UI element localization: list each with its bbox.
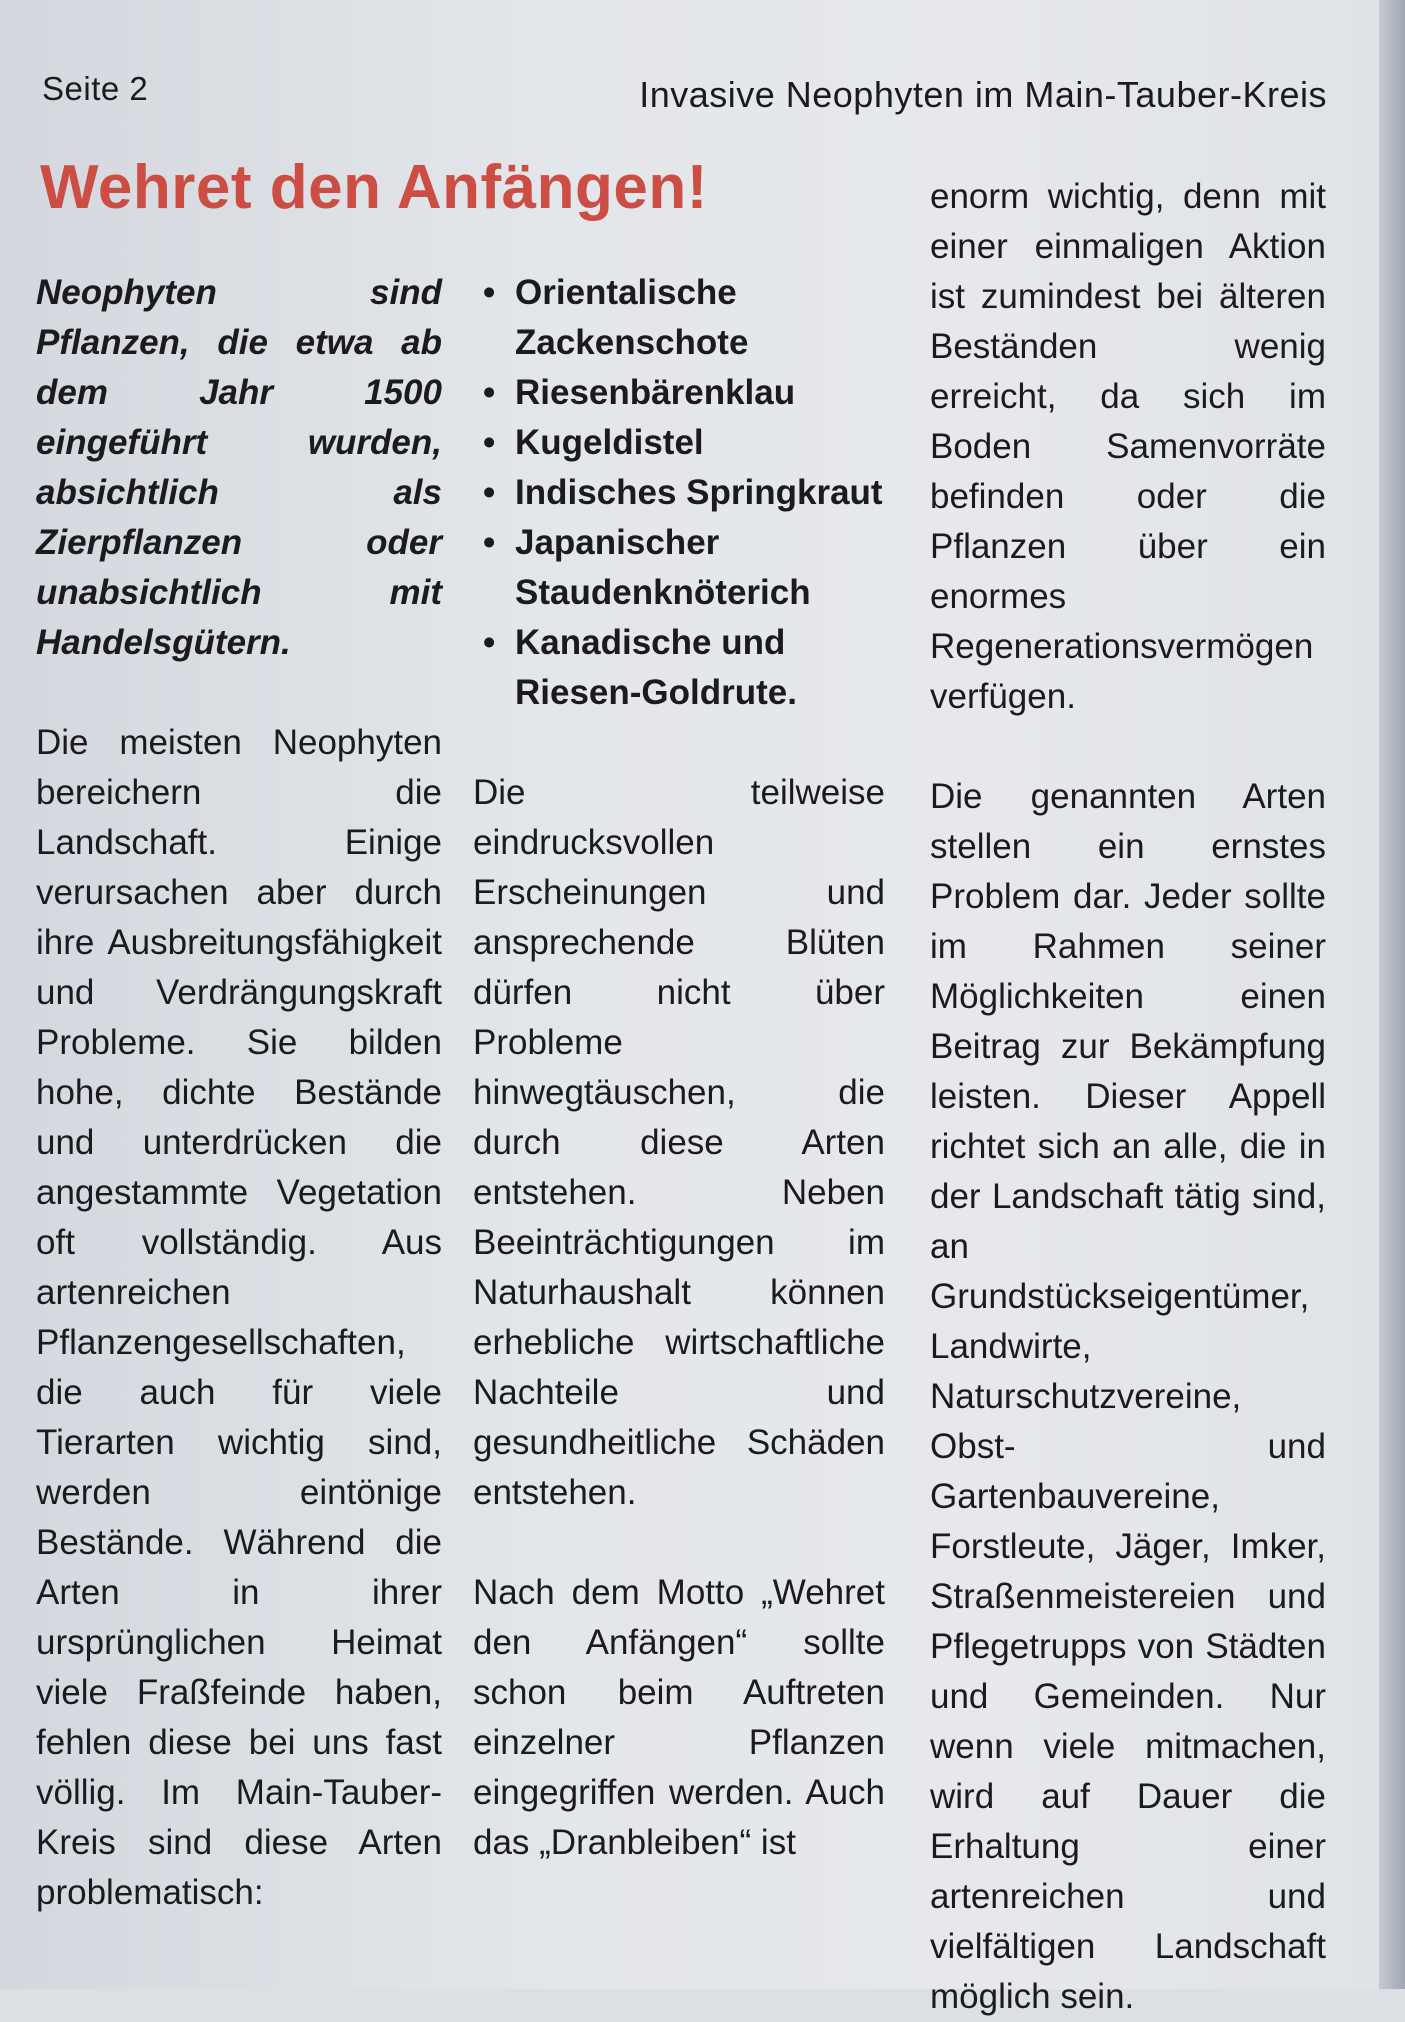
article-title: Wehret den Anfängen! [40, 153, 708, 222]
column-1 [36, 268, 442, 1918]
intro-paragraph: Die meisten Neophyten bereichern die Landschaft. Einige verursachen aber durch ihre Ausbreitungsfähigkeit und Verdrängungskraft Probleme. Sie bilden hohe, dichte Bestände und unterdrücken die angestammte Vegetation oft vollständig. Aus artenreichen Pflanzengesellschaften, die auch für viele Tierarten wichtig sind, werden eintönige Bestände. Während die Arten in ihrer ursprünglichen Heimat viele Fraßfeinde haben, fehlen diese bei uns fast völlig. Im Main-Tauber-Kreis sind diese Arten problematisch: [36, 723, 442, 1912]
list-item: • Kanadische und Riesen-Goldrute. [473, 618, 885, 718]
list-item: • Kugeldistel [473, 418, 885, 468]
appearance-paragraph: Die teilweise eindrucksvollen Erscheinungen und ansprechende Blüten dürfen nicht über Probleme hinwegtäuschen, die durch diese Arten entstehen. Neben Beeinträchtigungen im Naturhaushalt können erhebliche wirtschaftliche Nachteile und gesundheitliche Schäden entstehen. [473, 773, 885, 1512]
motto-paragraph-continued: enorm wichtig, denn mit einer einmaligen Aktion ist zumindest bei älteren Beständen wenig erreicht, da sich im Boden Samenvorräte befinden oder die Pflanzen über ein enormes Regenerationsvermögen verfügen. [930, 177, 1326, 716]
list-item: • Japanischer Staudenknöterich [473, 518, 885, 618]
list-item: • Indisches Springkraut [473, 468, 885, 518]
appeal-paragraph: Die genannten Arten stellen ein ernstes Problem dar. Jeder sollte im Rahmen seiner Möglichkeiten einen Beitrag zur Bekämpfung leisten. Dieser Appell richtet sich an alle, die in der Landschaft tätig sind, an Grundstückseigentümer, Landwirte, Naturschutzvereine, Obst- und Gartenbauvereine, Forstleute, Jäger, Imker, Straßenmeistereien und Pflegetrupps von Städten und Gemeinden. Nur wenn viele mitmachen, wird auf Dauer die Erhaltung einer artenreichen und vielfältigen Landschaft möglich sein. [930, 777, 1326, 2016]
running-header: Invasive Neophyten im Main-Tauber-Kreis [639, 74, 1327, 115]
column-2 [473, 268, 885, 1868]
motto-paragraph: Nach dem Motto „Wehret den Anfängen“ sollte schon beim Auftreten einzelner Pflanzen eingegriffen werden. Auch das „Dranbleiben“ ist [473, 1573, 885, 1862]
page-number: Seite 2 [42, 70, 149, 107]
species-list [473, 268, 885, 718]
list-item: • Orientalische Zackenschote [473, 268, 885, 368]
column-3 [930, 172, 1326, 2022]
lead-paragraph: Neophyten sind Pflanzen, die etwa ab dem Jahr 1500 eingeführt wurden, absichtlich als Zierpflanzen oder unabsichtlich mit Handelsgütern. [36, 273, 442, 662]
list-item: • Riesenbärenklau [473, 368, 885, 418]
page-edge-shadow [1379, 0, 1405, 1989]
